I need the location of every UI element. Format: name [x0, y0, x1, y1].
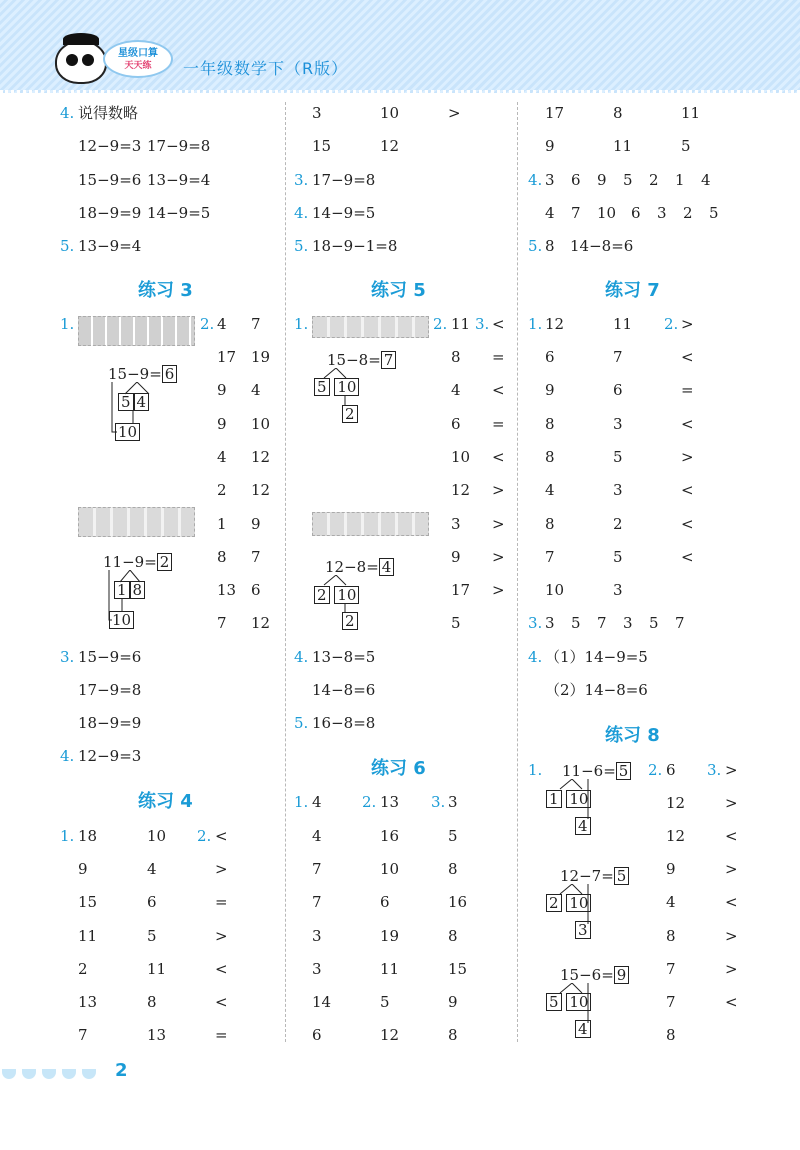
answer: <: [681, 548, 694, 566]
answer: 5: [380, 993, 390, 1011]
answer: =: [215, 893, 228, 911]
mascot-eye-left: [66, 54, 78, 66]
answer: 7: [613, 348, 623, 366]
answer: 8: [217, 548, 227, 566]
answer: >: [492, 548, 505, 566]
answer: 10: [380, 104, 400, 122]
answer: 7: [571, 204, 581, 222]
answer: 8: [451, 348, 461, 366]
answer: 13: [380, 793, 400, 811]
answer: 15: [78, 893, 98, 911]
column-divider-2: [517, 102, 518, 1042]
answer: 2: [649, 171, 659, 189]
split-parts: 5 4: [118, 393, 149, 411]
answer: 9: [217, 381, 227, 399]
answer: 9: [666, 860, 676, 878]
answer: 15−9=6: [78, 171, 142, 189]
answer: 3: [613, 481, 623, 499]
answer: 8: [545, 415, 555, 433]
answer: <: [215, 960, 228, 978]
answer: 9: [78, 860, 88, 878]
answer: 7: [251, 315, 261, 333]
answer: 12: [666, 827, 686, 845]
answer: 17−9=8: [147, 137, 211, 155]
answer: <: [492, 448, 505, 466]
answer: <: [725, 827, 738, 845]
answer: 2: [683, 204, 693, 222]
q-label: 2.: [433, 315, 448, 333]
answer: 3: [312, 104, 322, 122]
split-result: 2: [342, 612, 358, 630]
split-equation: 12−7= 5: [560, 867, 629, 885]
q-label: 4.: [294, 648, 309, 666]
answer: <: [681, 415, 694, 433]
answer: 4: [312, 827, 322, 845]
section-heading: 练习 3: [138, 280, 193, 301]
answer: 16−8=8: [312, 714, 376, 732]
answer: 13−9=4: [147, 171, 211, 189]
q-label: 3.: [475, 315, 490, 333]
q-label: 4.: [60, 104, 75, 122]
answer: 14−9=5: [147, 204, 211, 222]
split-parts: 1 8: [114, 581, 145, 599]
split-equation: 11−6= 5: [562, 762, 631, 780]
answer: 6: [666, 761, 676, 779]
footer-dot: [2, 1069, 16, 1079]
answer: 4: [217, 448, 227, 466]
answer: 14−8=6: [312, 681, 376, 699]
answer: 8: [613, 104, 623, 122]
q-label: 5.: [60, 237, 75, 255]
answer: 14: [312, 993, 332, 1011]
answer: 4: [312, 793, 322, 811]
mascot-hair: [63, 33, 99, 45]
answer: 4: [666, 893, 676, 911]
split-result: 3: [575, 921, 591, 939]
answer: 3: [312, 927, 322, 945]
split-parts: 1 10: [546, 790, 591, 808]
q-text: 说得数略: [78, 104, 139, 122]
answer: 17: [217, 348, 237, 366]
answer: =: [681, 381, 694, 399]
answer: 3: [545, 171, 555, 189]
answer: >: [448, 104, 461, 122]
answer: >: [681, 315, 694, 333]
answer: 4: [251, 381, 261, 399]
answer: 7: [675, 614, 685, 632]
answer: 6: [312, 1026, 322, 1044]
answer: 12: [545, 315, 565, 333]
split-equation: 15−8= 7: [327, 351, 396, 369]
column-divider-1: [285, 102, 286, 1042]
answer: 4: [701, 171, 711, 189]
mascot-logo: [55, 40, 107, 84]
answer: <: [492, 381, 505, 399]
fish-picture: [312, 316, 429, 338]
boats-picture: [312, 512, 429, 536]
q-label: 5.: [528, 237, 543, 255]
brand-line1: 星级口算: [118, 48, 158, 59]
q-label: 5.: [294, 714, 309, 732]
answer: 10: [380, 860, 400, 878]
answer: 6: [613, 381, 623, 399]
answer: 8: [448, 1026, 458, 1044]
answer: （1）14−9=5: [545, 648, 648, 666]
answer: 5: [623, 171, 633, 189]
answer: >: [725, 860, 738, 878]
split-equation: 12−8= 4: [325, 558, 394, 576]
answer: <: [492, 315, 505, 333]
answer: 18−9=9: [78, 204, 142, 222]
answer: 18−9−1=8: [312, 237, 398, 255]
answer: 7: [666, 993, 676, 1011]
answer: 9: [251, 515, 261, 533]
q-label: 2.: [362, 793, 377, 811]
answer: >: [725, 794, 738, 812]
section-heading: 练习 8: [605, 725, 660, 746]
q-label: 3.: [294, 171, 309, 189]
answer: 7: [545, 548, 555, 566]
q-label: 4.: [528, 171, 543, 189]
q-label: 1.: [528, 315, 543, 333]
answer: 11: [451, 315, 471, 333]
answer: 18: [78, 827, 98, 845]
answer: （2）14−8=6: [545, 681, 648, 699]
answer: 7: [251, 548, 261, 566]
answer: 10: [147, 827, 167, 845]
answer: 3: [613, 581, 623, 599]
answer: <: [215, 993, 228, 1011]
q-label: 2.: [197, 827, 212, 845]
answer: 10: [451, 448, 471, 466]
answer: <: [681, 481, 694, 499]
answer: 2: [217, 481, 227, 499]
answer: 5: [613, 448, 623, 466]
answer: >: [725, 960, 738, 978]
answer: 10: [545, 581, 565, 599]
answer: =: [492, 415, 505, 433]
answer: =: [492, 348, 505, 366]
answer: 11: [78, 927, 98, 945]
answer: 11: [613, 137, 633, 155]
answer: 8: [545, 237, 555, 255]
answer: 12: [666, 794, 686, 812]
q-label: 1.: [60, 827, 75, 845]
answer: 5: [451, 614, 461, 632]
answer: 7: [312, 860, 322, 878]
answer: 5: [681, 137, 691, 155]
split-parts: 2 10: [546, 894, 591, 912]
answer: 11: [681, 104, 701, 122]
answer: 9: [545, 381, 555, 399]
answer: 3: [448, 793, 458, 811]
answer: 5: [613, 548, 623, 566]
answer: 7: [312, 893, 322, 911]
footer-dot: [82, 1069, 96, 1079]
answer: =: [215, 1026, 228, 1044]
answer: 12: [251, 614, 271, 632]
answer: 5: [448, 827, 458, 845]
answer: 17: [545, 104, 565, 122]
answer: 5: [709, 204, 719, 222]
answer: 8: [147, 993, 157, 1011]
answer: 4: [217, 315, 227, 333]
q-label: 3.: [707, 761, 722, 779]
answer: 13−8=5: [312, 648, 376, 666]
q-label: 2.: [200, 315, 215, 333]
stars-picture: [78, 316, 195, 346]
answer: 6: [545, 348, 555, 366]
answer: <: [725, 993, 738, 1011]
answer: 9: [451, 548, 461, 566]
q-label: 3.: [60, 648, 75, 666]
answer: 10: [251, 415, 271, 433]
q-label: 3.: [431, 793, 446, 811]
q-label: 5.: [294, 237, 309, 255]
answer: 13−9=4: [78, 237, 142, 255]
mascot-eye-right: [82, 54, 94, 66]
cars-picture: [78, 507, 195, 537]
answer: 1: [675, 171, 685, 189]
answer: 7: [78, 1026, 88, 1044]
answer: 12: [451, 481, 471, 499]
split-parts: 2 10: [314, 586, 359, 604]
answer: 9: [448, 993, 458, 1011]
split-result: 10: [109, 611, 134, 629]
answer: >: [215, 860, 228, 878]
answer: 9: [217, 415, 227, 433]
answer: 12: [380, 137, 400, 155]
answer: >: [725, 761, 738, 779]
answer: 11: [380, 960, 400, 978]
answer: 6: [380, 893, 390, 911]
split-result: 4: [575, 1020, 591, 1038]
answer: 6: [631, 204, 641, 222]
answer: 19: [380, 927, 400, 945]
answer: 9: [597, 171, 607, 189]
q-label: 3.: [528, 614, 543, 632]
q-label: 1.: [528, 761, 543, 779]
answer: 13: [78, 993, 98, 1011]
page-number: 2: [115, 1060, 128, 1081]
answer: 16: [448, 893, 468, 911]
answer: <: [681, 348, 694, 366]
answer: 12: [251, 481, 271, 499]
answer: 1: [217, 515, 227, 533]
answer: 18−9=9: [78, 714, 142, 732]
answer: 6: [571, 171, 581, 189]
q-label: 4.: [60, 747, 75, 765]
brand-line2: 天天练: [124, 61, 152, 71]
q-label: 1.: [60, 315, 75, 333]
answer: 3: [613, 415, 623, 433]
answer: 8: [545, 515, 555, 533]
answer: 16: [380, 827, 400, 845]
answer: 8: [448, 860, 458, 878]
answer: >: [492, 515, 505, 533]
split-result: 2: [342, 405, 358, 423]
answer: 10: [597, 204, 617, 222]
answer: 14−9=5: [312, 204, 376, 222]
brand-badge: [103, 40, 173, 78]
answer: >: [725, 927, 738, 945]
split-parts: 5 10: [546, 993, 591, 1011]
answer: 7: [666, 960, 676, 978]
q-label: 1.: [294, 315, 309, 333]
answer: 2: [613, 515, 623, 533]
answer: >: [681, 448, 694, 466]
answer: 11: [147, 960, 167, 978]
answer: 8: [666, 927, 676, 945]
q-label: 4.: [528, 648, 543, 666]
footer-decoration: [2, 1064, 102, 1083]
answer: 15: [312, 137, 332, 155]
answer: 2: [78, 960, 88, 978]
answer: 17: [451, 581, 471, 599]
answer: 12: [251, 448, 271, 466]
section-heading: 练习 5: [371, 280, 426, 301]
answer: 8: [666, 1026, 676, 1044]
answer: 7: [217, 614, 227, 632]
section-heading: 练习 6: [371, 758, 426, 779]
answer: 14−8=6: [570, 237, 634, 255]
answer: 7: [597, 614, 607, 632]
q-label: 1.: [294, 793, 309, 811]
split-equation: 15−9= 6: [108, 365, 177, 383]
answer: 4: [451, 381, 461, 399]
answer: >: [492, 581, 505, 599]
split-equation: 11−9= 2: [103, 553, 172, 571]
answer: 3: [451, 515, 461, 533]
q-label: 4.: [294, 204, 309, 222]
footer-dot: [62, 1069, 76, 1079]
split-result: 4: [575, 817, 591, 835]
footer-dot: [42, 1069, 56, 1079]
answer: 15: [448, 960, 468, 978]
answer: 15−9=6: [78, 648, 142, 666]
answer: 4: [545, 481, 555, 499]
answer: <: [681, 515, 694, 533]
answer: 8: [448, 927, 458, 945]
answer: 6: [451, 415, 461, 433]
answer: 9: [545, 137, 555, 155]
answer: 5: [649, 614, 659, 632]
answer: 17−9=8: [312, 171, 376, 189]
q-label: 2.: [648, 761, 663, 779]
answer: 12−9=3: [78, 137, 142, 155]
answer: 13: [147, 1026, 167, 1044]
split-parts: 5 10: [314, 378, 359, 396]
answer: 17−9=8: [78, 681, 142, 699]
answer: 12−9=3: [78, 747, 142, 765]
answer: 11: [613, 315, 633, 333]
answer: <: [215, 827, 228, 845]
answer: 19: [251, 348, 271, 366]
split-equation: 15−6= 9: [560, 966, 629, 984]
answer: 5: [147, 927, 157, 945]
split-result: 10: [115, 423, 140, 441]
answer: 6: [251, 581, 261, 599]
q-label: 2.: [664, 315, 679, 333]
answer: >: [215, 927, 228, 945]
answer: 13: [217, 581, 237, 599]
book-title: 一年级数学下（R版）: [183, 59, 349, 78]
answer: 6: [147, 893, 157, 911]
answer: 4: [545, 204, 555, 222]
section-heading: 练习 7: [605, 280, 660, 301]
answer: 3: [657, 204, 667, 222]
answer: 3: [312, 960, 322, 978]
answer: 12: [380, 1026, 400, 1044]
footer-dot: [22, 1069, 36, 1079]
answer: 5: [571, 614, 581, 632]
answer: 3: [623, 614, 633, 632]
answer: 3: [545, 614, 555, 632]
section-heading: 练习 4: [138, 791, 193, 812]
answer: <: [725, 893, 738, 911]
answer: 8: [545, 448, 555, 466]
answer: >: [492, 481, 505, 499]
answer: 4: [147, 860, 157, 878]
